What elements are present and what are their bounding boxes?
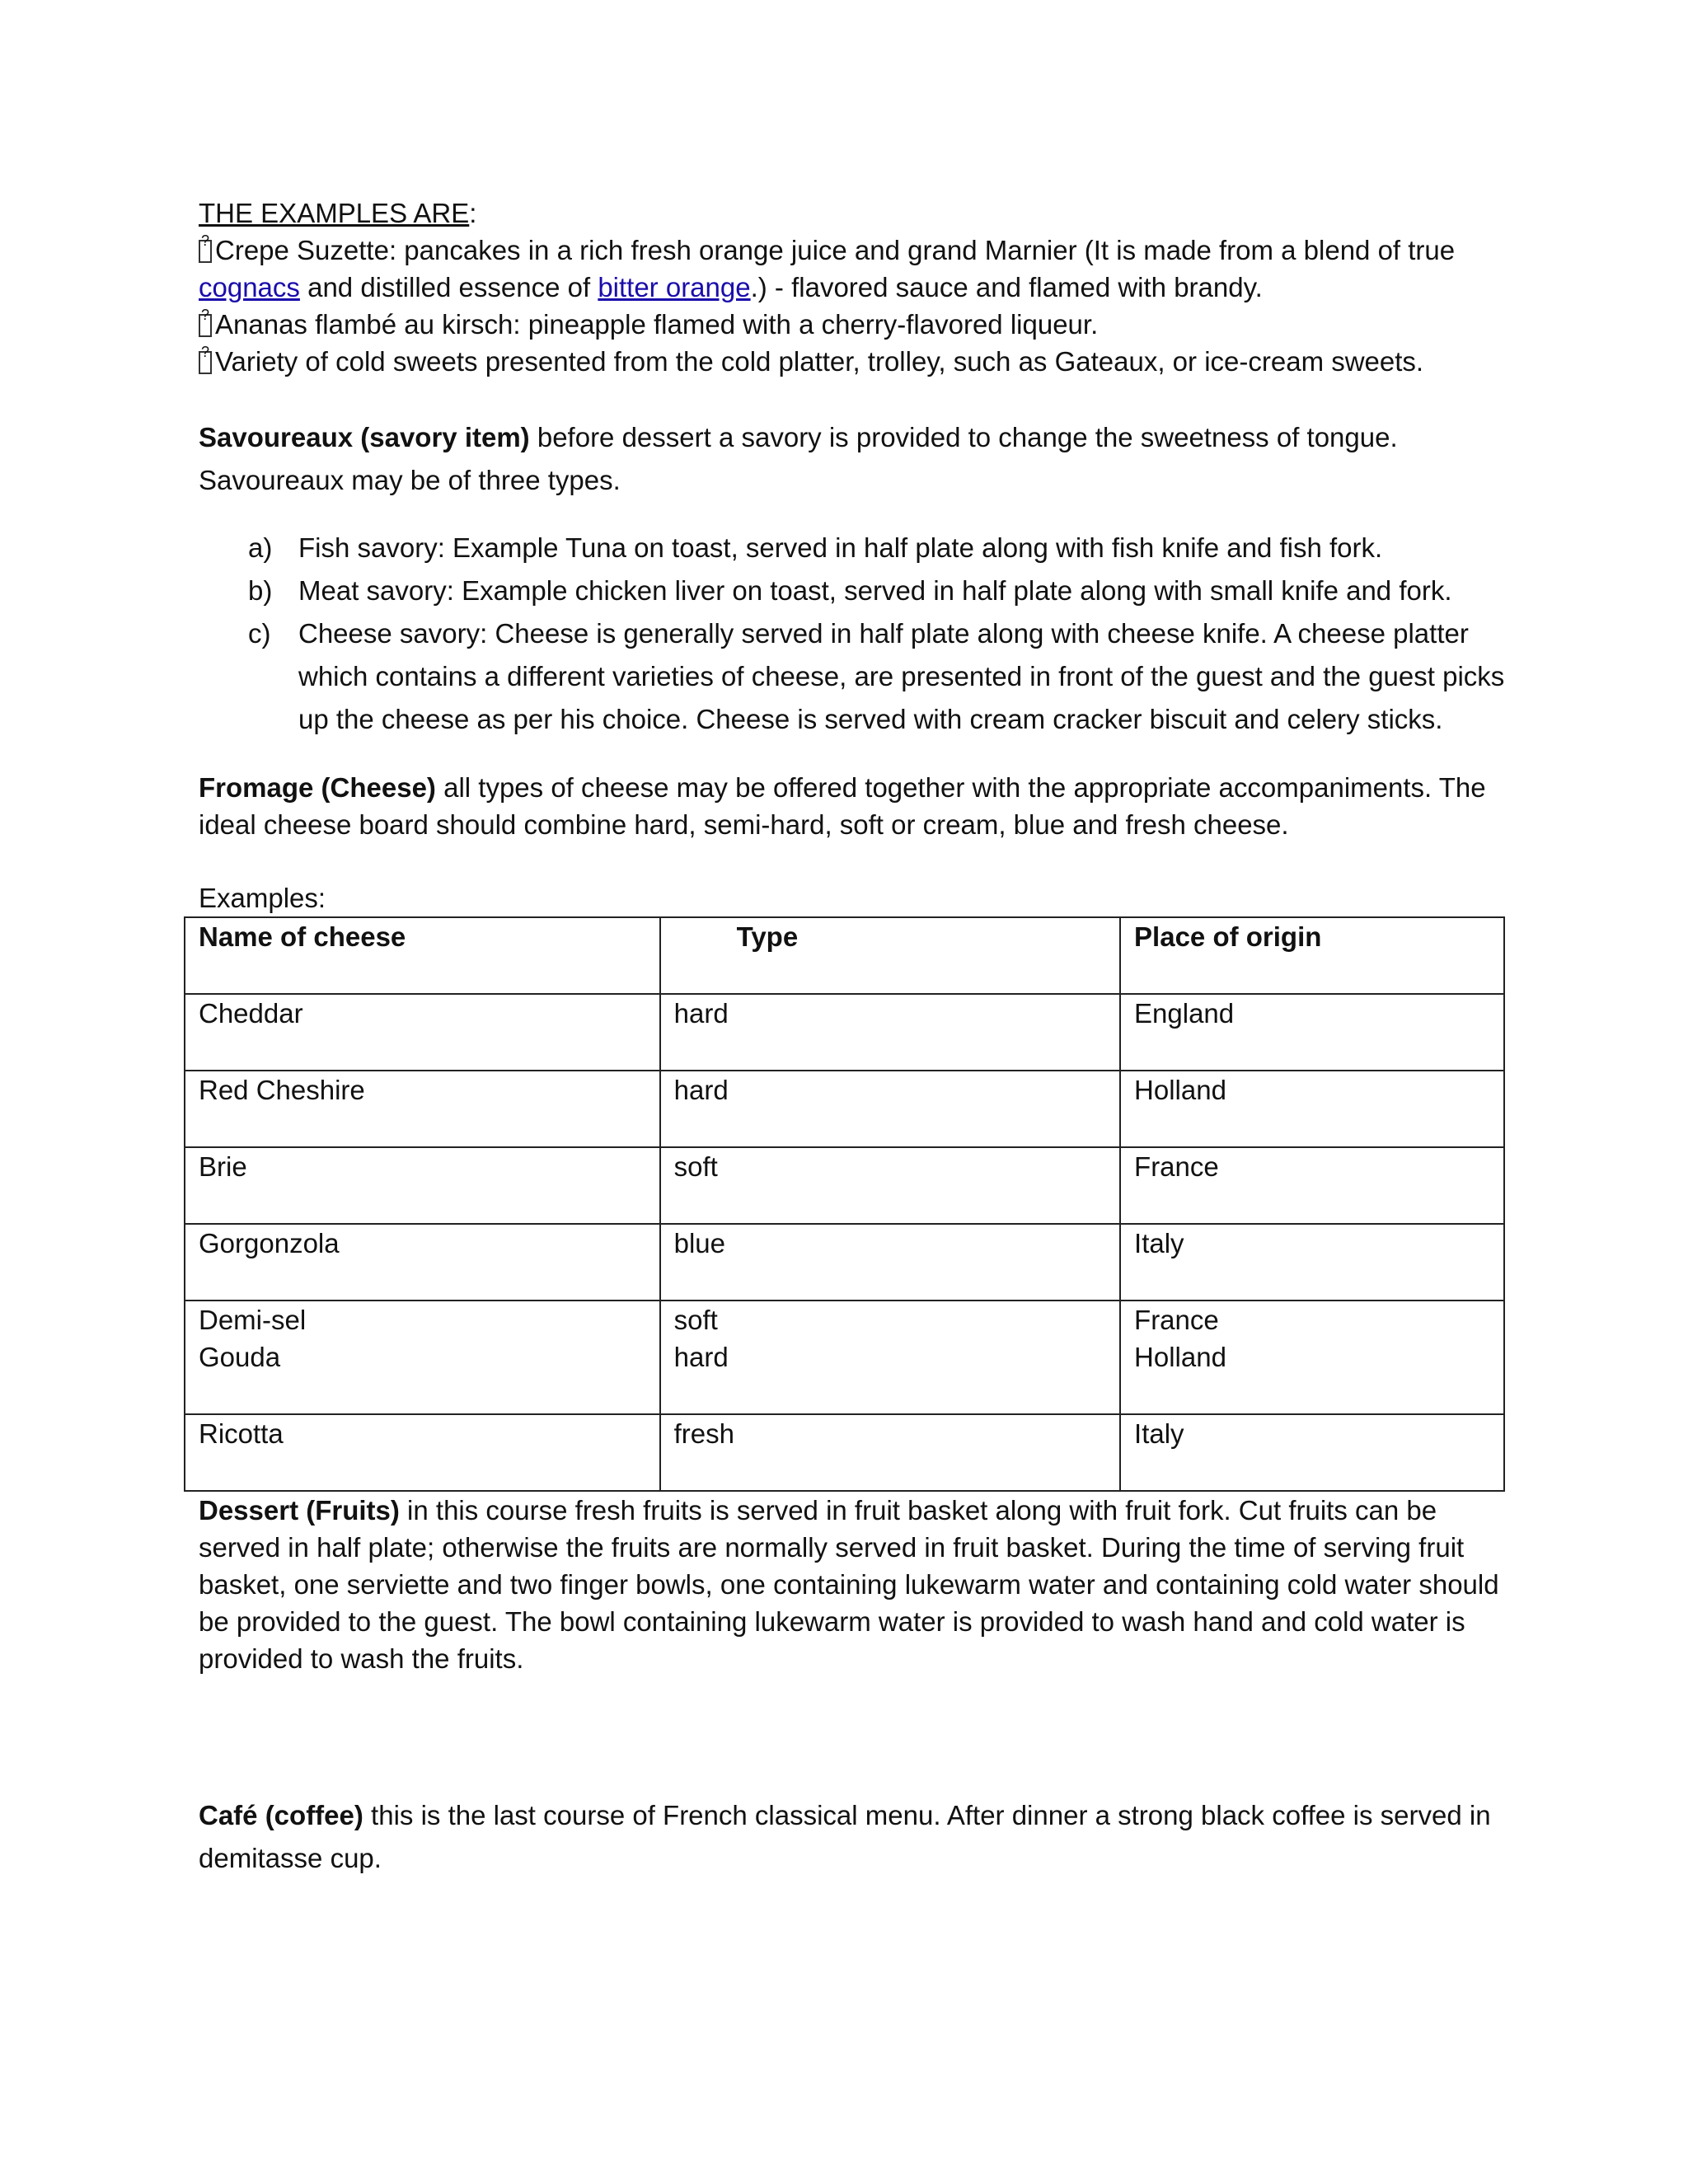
missing-glyph-icon <box>199 351 212 374</box>
table-row <box>185 1224 1504 1301</box>
list-marker: a) <box>248 532 273 563</box>
table-cell <box>185 1301 660 1414</box>
bitter-orange-link[interactable]: bitter orange <box>598 272 751 302</box>
table-label: Examples: <box>199 883 326 913</box>
cell-line: Holland <box>1134 1342 1226 1372</box>
cafe-text: this is the last course of French classical menu. After dinner a strong black coffee is served in demitasse cup. <box>199 1800 1491 1873</box>
example-item-3 <box>199 343 1505 380</box>
fromage-section <box>199 769 1505 843</box>
examples-heading-colon: : <box>469 198 477 228</box>
table-row <box>185 1071 1504 1147</box>
table-header-row <box>185 917 1504 994</box>
column-header-type: Type <box>660 917 1120 994</box>
savory-section <box>199 416 1505 502</box>
table-row <box>185 1414 1504 1491</box>
example-item-2-text: Ananas flambé au kirsch: pineapple flamed with a cherry-flavored liqueur. <box>215 309 1099 340</box>
examples-heading-line <box>199 194 1505 232</box>
table-cell: fresh <box>660 1414 1120 1491</box>
table-cell: hard <box>660 994 1120 1071</box>
list-item-text: Cheese savory: Cheese is generally served in half plate along with cheese knife. A cheese platter which contains a different varieties of cheese, are presented in front of the guest and the guest picks up the cheese as per his choice. Cheese is served with cream cracker biscuit and celery sticks. <box>298 618 1505 734</box>
table-cell: Red Cheshire <box>185 1071 660 1147</box>
example-item-1 <box>199 232 1505 306</box>
table-cell: soft <box>660 1147 1120 1224</box>
table-cell: Brie <box>185 1147 660 1224</box>
savory-title: Savoureaux (savory item) <box>199 422 530 452</box>
fromage-title: Fromage (Cheese) <box>199 772 436 803</box>
example-item-3-text: Variety of cold sweets presented from the cold platter, trolley, such as Gateaux, or ice-cream sweets. <box>215 346 1424 377</box>
cell-line: soft <box>673 1305 718 1335</box>
example-item-1-text-3: .) - flavored sauce and flamed with brandy. <box>750 272 1263 302</box>
list-item <box>199 527 1505 569</box>
table-row <box>185 1301 1504 1414</box>
cell-line: hard <box>673 1342 729 1372</box>
table-cell: Italy <box>1120 1414 1504 1491</box>
savory-text: before dessert a savory is provided to change the sweetness of tongue. Savoureaux may be of three types. <box>199 422 1398 495</box>
list-marker: b) <box>248 575 273 606</box>
fruits-text: in this course fresh fruits is served in fruit basket along with fruit fork. Cut fruits can be served in half plate; otherwise the fruits are normally served in fruit basket. During the time of serving fruit basket, one serviette and two finger bowls, one containing lukewarm water and containing cold water should be provided to the guest. The bowl containing lukewarm water is provided to wash hand and cold water is provided to wash the fruits. <box>199 1495 1499 1674</box>
cell-line: Gouda <box>199 1342 281 1372</box>
cheese-table <box>184 916 1505 1492</box>
table-cell: France <box>1120 1147 1504 1224</box>
cell-line: France <box>1134 1305 1219 1335</box>
table-cell: Holland <box>1120 1071 1504 1147</box>
fromage-text: all types of cheese may be offered together with the appropriate accompaniments. The ideal cheese board should combine hard, semi-hard, soft or cream, blue and fresh cheese. <box>199 772 1486 840</box>
missing-glyph-icon <box>199 314 212 337</box>
table-cell: England <box>1120 994 1504 1071</box>
document-page <box>199 194 1505 1880</box>
column-header-name: Name of cheese <box>185 917 660 994</box>
table-row <box>185 1147 1504 1224</box>
list-item-text: Meat savory: Example chicken liver on toast, served in half plate along with small knife and fork. <box>298 575 1452 606</box>
table-cell <box>660 1301 1120 1414</box>
table-cell: Cheddar <box>185 994 660 1071</box>
example-item-2 <box>199 306 1505 343</box>
table-cell <box>1120 1301 1504 1414</box>
cell-line: Demi-sel <box>199 1305 307 1335</box>
column-header-origin: Place of origin <box>1120 917 1504 994</box>
cognacs-link[interactable]: cognacs <box>199 272 300 302</box>
savory-list <box>199 527 1505 741</box>
missing-glyph-icon <box>199 240 212 263</box>
table-cell: blue <box>660 1224 1120 1301</box>
example-item-1-text-2: and distilled essence of <box>299 272 598 302</box>
fruits-section <box>199 1492 1505 1677</box>
list-item <box>199 612 1505 741</box>
fruits-title: Dessert (Fruits) <box>199 1495 400 1526</box>
list-item-text: Fish savory: Example Tuna on toast, served in half plate along with fish knife and fish fork. <box>298 532 1383 563</box>
table-cell: hard <box>660 1071 1120 1147</box>
example-item-1-text: Crepe Suzette: pancakes in a rich fresh orange juice and grand Marnier (It is made from a blend of true <box>215 235 1456 265</box>
table-row <box>185 994 1504 1071</box>
examples-heading: THE EXAMPLES ARE <box>199 198 470 228</box>
list-marker: c) <box>248 618 271 649</box>
cafe-title: Café (coffee) <box>199 1800 363 1830</box>
table-cell: Gorgonzola <box>185 1224 660 1301</box>
list-item <box>199 569 1505 612</box>
cafe-section <box>199 1794 1505 1880</box>
table-cell: Ricotta <box>185 1414 660 1491</box>
table-cell: Italy <box>1120 1224 1504 1301</box>
